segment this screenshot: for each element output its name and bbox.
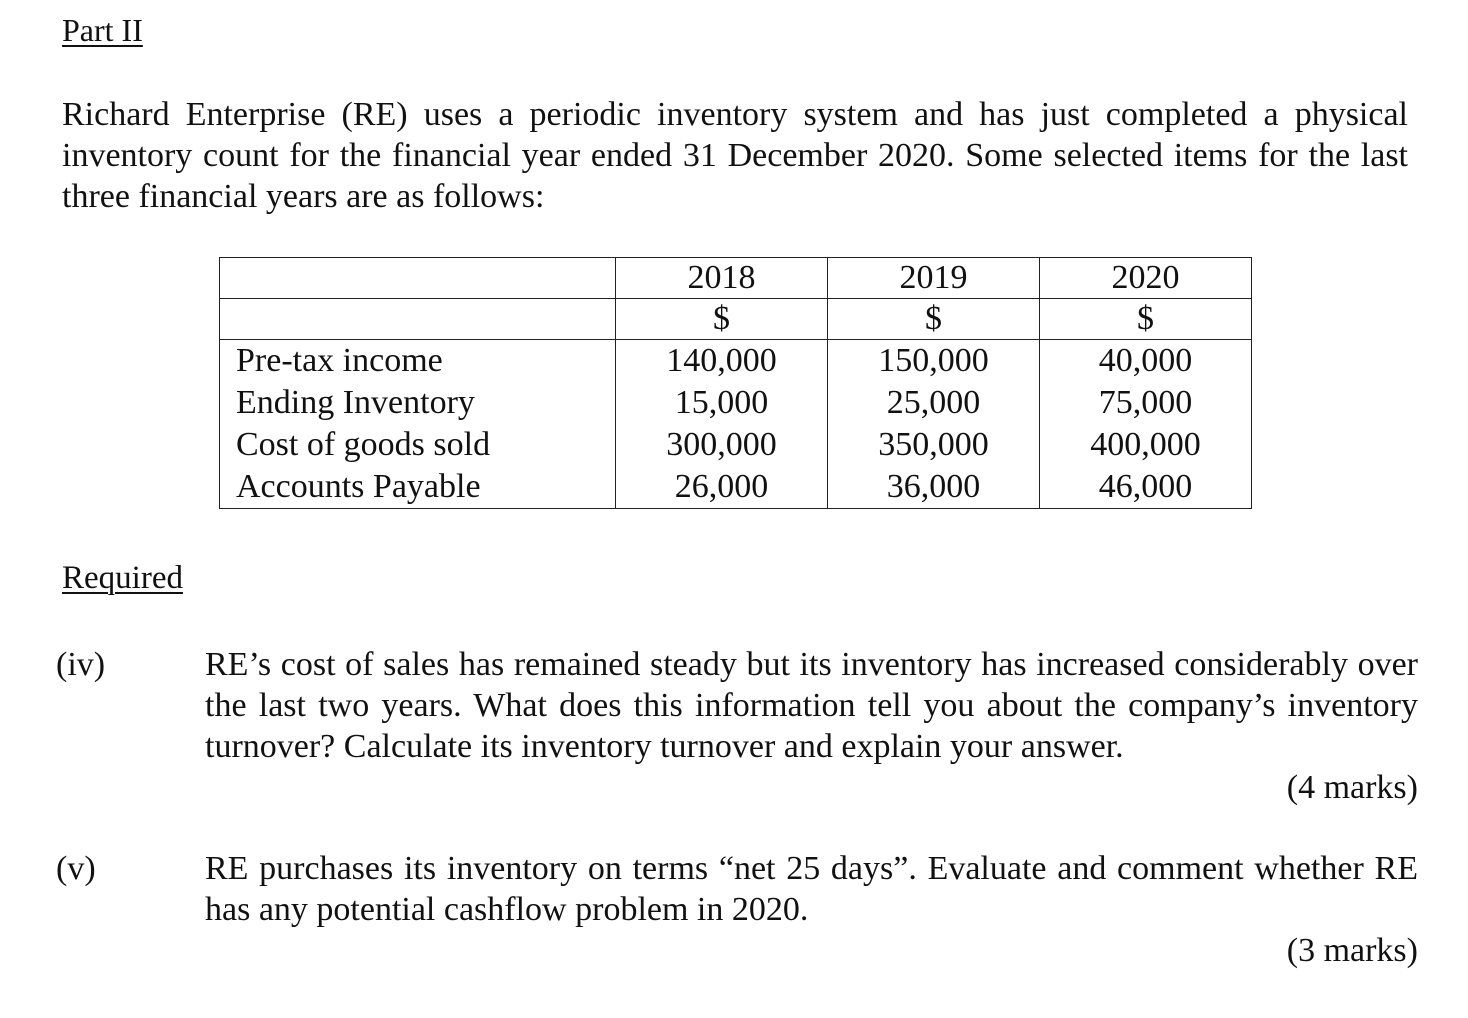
table-header-empty-cell: [220, 299, 616, 340]
intro-paragraph: Richard Enterprise (RE) uses a periodic inventory system and has just completed a physical inventory count for the financial year ended 31 December 2020. Some selected items for the last three financial years are as follows:: [62, 96, 1408, 215]
table-cell: 25,000: [828, 382, 1040, 424]
table-cell: 300,000: [616, 424, 828, 466]
question-text-iv: RE’s cost of sales has remained steady but its inventory has increased considerably over the last two years. What does this information tell you about the company’s inventory turnover? Calculate its inventory turnover and explain your answer.: [205, 646, 1418, 765]
table-cell: 400,000: [1040, 424, 1252, 466]
table-row: [220, 382, 1252, 424]
financial-data-table: [219, 257, 1252, 509]
table-cell: 40,000: [1040, 340, 1252, 383]
question-marks-v: (3 marks): [1286, 932, 1418, 969]
row-label: Pre-tax income: [220, 340, 616, 383]
table-row: [220, 424, 1252, 466]
year-header-2019: 2019: [828, 258, 1040, 299]
row-label: Accounts Payable: [220, 466, 616, 509]
currency-header-2018: $: [616, 299, 828, 340]
table-row: [220, 466, 1252, 509]
table-cell: 150,000: [828, 340, 1040, 383]
question-text-v: RE purchases its inventory on terms “net 25 days”. Evaluate and comment whether RE has any potential cashflow problem in 2020.: [205, 850, 1418, 928]
table-row: [220, 340, 1252, 383]
table-cell: 140,000: [616, 340, 828, 383]
required-heading: Required: [62, 560, 183, 596]
part-title: Part II: [62, 12, 143, 48]
table-cell: 15,000: [616, 382, 828, 424]
year-header-2020: 2020: [1040, 258, 1252, 299]
table-cell: 46,000: [1040, 466, 1252, 509]
table-header-empty-cell: [220, 258, 616, 299]
table-header-years-row: [220, 258, 1252, 299]
currency-header-2019: $: [828, 299, 1040, 340]
table-cell: 350,000: [828, 424, 1040, 466]
row-label: Cost of goods sold: [220, 424, 616, 466]
question-number-v: (v): [56, 850, 96, 887]
row-label: Ending Inventory: [220, 382, 616, 424]
year-header-2018: 2018: [616, 258, 828, 299]
question-number-iv: (iv): [56, 646, 106, 683]
table-header-currency-row: [220, 299, 1252, 340]
table-cell: 36,000: [828, 466, 1040, 509]
question-marks-iv: (4 marks): [1286, 769, 1418, 806]
currency-header-2020: $: [1040, 299, 1252, 340]
table-cell: 26,000: [616, 466, 828, 509]
table-cell: 75,000: [1040, 382, 1252, 424]
